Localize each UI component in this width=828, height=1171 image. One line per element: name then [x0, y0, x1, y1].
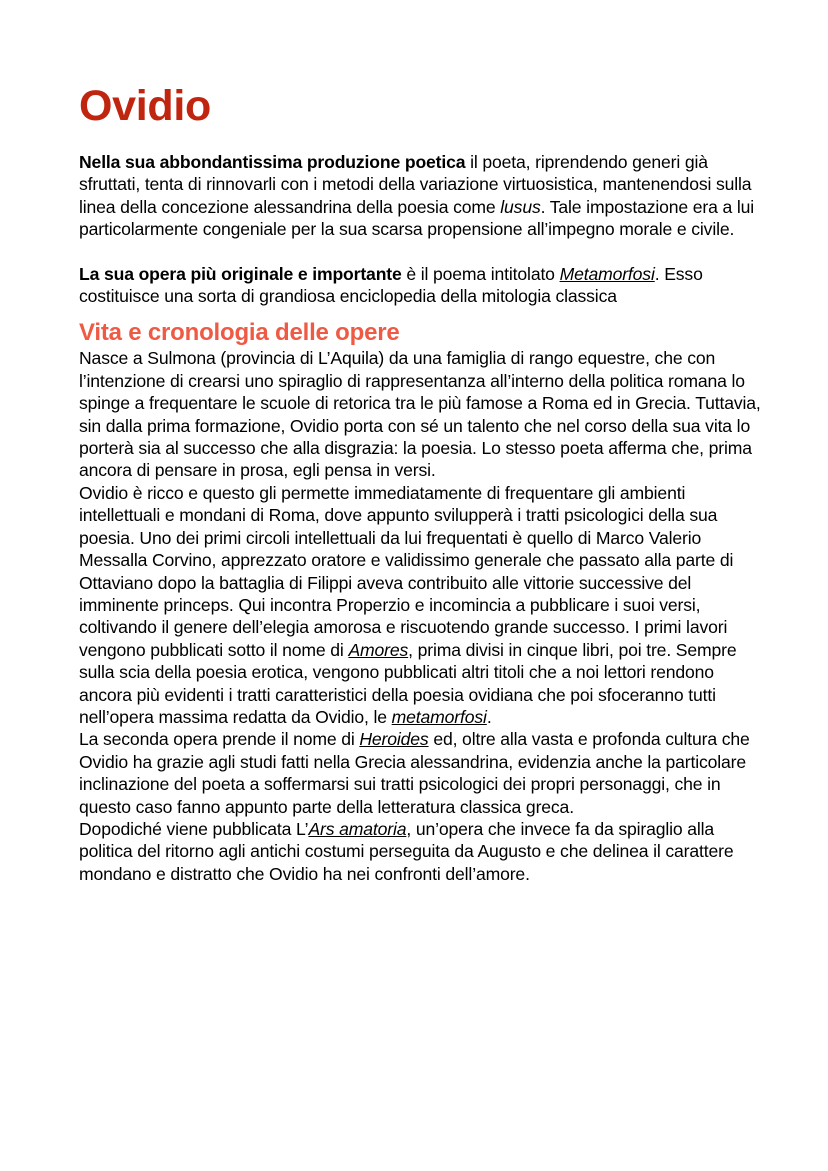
section-heading: Vita e cronologia delle opere: [79, 319, 400, 347]
heroides-paragraph: [79, 728, 769, 818]
circles-text-end: .: [486, 706, 492, 727]
document-body: [79, 151, 769, 885]
amores-link[interactable]: Amores: [348, 639, 409, 660]
circles-text-mid: , prima divisi in cinque libri, poi tre. Sempre sulla scia della poesia erotica, vengono pubblicati altri titoli che a noi lettori rendono ancora più evidenti i tratti caratteristici della poesia ovidiana che poi sfoceranno tutti nell’opera massima redatta da Ovidio, le: [79, 639, 737, 727]
intro-text-end: . Tale impostazione era a lui particolarmente congeniale per la sua scarsa propensione all’impegno morale e civile.: [79, 196, 755, 240]
opera-paragraph: [79, 263, 769, 308]
intro-bold: Nella sua abbondantissima produzione poetica: [79, 152, 466, 172]
heroides-text: La seconda opera prende il nome di: [79, 729, 360, 750]
paragraph-gap: [79, 241, 769, 263]
opera-bold: La sua opera più originale e importante: [79, 263, 402, 284]
intro-italic: lusus: [500, 196, 541, 217]
intro-text: il poeta, riprendendo generi già sfruttati, tenta di rinnovarli con i metodi della variazione virtuosistica, mantenendosi sulla linea della concezione alessandrina della poesia come: [79, 152, 752, 217]
page-title: Ovidio: [79, 82, 211, 130]
heroides-text-end: ed, oltre alla vasta e profonda cultura che Ovidio ha grazie agli studi fatti nella Grecia alessandrina, evidenzia anche la particolare inclinazione del poeta a soffermarsi sui tratti psicologici dei propri personaggi, che in questo caso fanno appunto parte della letteratura classica greca.: [79, 729, 750, 817]
opera-text-end: . Esso costituisce una sorta di grandiosa enciclopedia della mitologia classica: [79, 263, 703, 307]
ars-text: Dopodiché viene pubblicata L’: [79, 818, 309, 839]
intro-paragraph: [79, 151, 769, 241]
circles-text: Ovidio è ricco e questo gli permette immediatamente di frequentare gli ambienti intellettuali e mondani di Roma, dove appunto svilupperà i tratti psicologici della sua poesia. Uno dei primi circoli intellettuali da lui frequentati è quello di Marco Valerio Messalla Corvino, apprezzato oratore e validissimo generale che passato alla parte di Ottaviano dopo la battaglia di Filippi aveva contribuito alle vittorie successive del imminente princeps. Qui incontra Properzio e incomincia a pubblicare i suoi versi, coltivando il genere dell’elegia amorosa e riscuotendo grande successo. I primi lavori vengono pubblicati sotto il nome di: [79, 482, 734, 660]
heroides-link[interactable]: Heroides: [359, 729, 429, 750]
opera-text: è il poema intitolato: [401, 263, 560, 284]
circles-paragraph: [79, 482, 769, 728]
metamorfosi-link-2[interactable]: metamorfosi: [391, 706, 487, 727]
ars-text-end: , un’opera che invece fa da spiraglio alla politica del ritorno agli antichi costumi perseguita da Augusto e che delinea il carattere mondano e distratto che Ovidio ha nei confronti dell’amore.: [79, 818, 734, 884]
metamorfosi-link[interactable]: Metamorfosi: [559, 263, 655, 284]
ars-paragraph: [79, 818, 769, 885]
ars-amatoria-link[interactable]: Ars amatoria: [308, 818, 407, 839]
biography-paragraph: Nasce a Sulmona (provincia di L’Aquila) da una famiglia di rango equestre, che con l’intenzione di crearsi uno spiraglio di rappresentanza all’interno della politica romana lo spinge a frequentare le scuole di retorica tra le più famose a Roma ed in Grecia. Tuttavia, sin dalla prima formazione, Ovidio porta con sé un talento che nel corso della sua vita lo porterà sia al successo che alla disgrazia: la poesia. Lo stesso poeta afferma che, prima ancora di pensare in prosa, egli pensa in versi.: [79, 348, 761, 481]
